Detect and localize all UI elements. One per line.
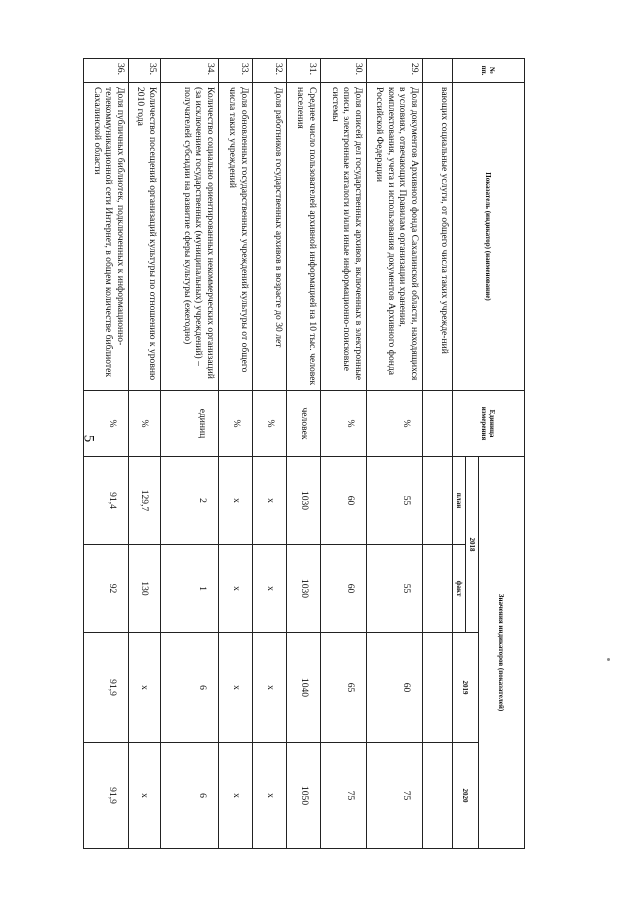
row-unit	[423, 391, 453, 457]
row-number: 36.	[84, 59, 129, 83]
row-plan-2018: 60	[321, 457, 367, 545]
row-value-2020: 1050	[287, 743, 321, 849]
row-unit: %	[367, 391, 423, 457]
table-row	[161, 59, 219, 849]
table-row	[129, 59, 161, 849]
header-year-2018: 2018	[466, 457, 479, 633]
header-year-2019: 2019	[453, 633, 479, 743]
row-unit: единиц	[161, 391, 219, 457]
row-plan-2018: х	[219, 457, 253, 545]
row-fact-2018: 1	[161, 545, 219, 633]
table-row	[287, 59, 321, 849]
row-plan-2018: 1030	[287, 457, 321, 545]
row-unit: %	[321, 391, 367, 457]
row-value-2019: 91,9	[84, 633, 129, 743]
rotated-table-wrapper	[91, 58, 525, 848]
row-plan-2018: 2	[161, 457, 219, 545]
row-value-2019: 1040	[287, 633, 321, 743]
row-fact-2018: 92	[84, 545, 129, 633]
row-value-2019: х	[219, 633, 253, 743]
row-plan-2018: 91,4	[84, 457, 129, 545]
row-value-2020: 91,9	[84, 743, 129, 849]
table-row	[367, 59, 423, 849]
row-value-2020: х	[253, 743, 287, 849]
row-number: 35.	[129, 59, 161, 83]
page-number: 5	[80, 434, 97, 443]
header-values-group: Значения индикаторов (показателей)	[479, 457, 525, 849]
row-fact-2018: 55	[367, 545, 423, 633]
indicator-table-sheet	[91, 58, 525, 848]
row-number: 33.	[219, 59, 253, 83]
row-value-2020: х	[129, 743, 161, 849]
row-value-2019: 6	[161, 633, 219, 743]
header-fact: факт	[453, 545, 466, 633]
header-row-1	[479, 59, 525, 849]
header-name: Показатель (индикатор) (наименование)	[453, 83, 525, 391]
row-indicator-name: Доля документов Архивного фонда Сахалинской области, находящихся в условиях, отвечающих Правилам организации хранения, комплектования, учета и использования документов Архивного фонда Российской Федерации	[367, 83, 423, 391]
row-value-2019: х	[129, 633, 161, 743]
table-row	[253, 59, 287, 849]
row-unit: человек	[287, 391, 321, 457]
row-number	[423, 59, 453, 83]
row-value-2020: 75	[321, 743, 367, 849]
row-number: 30.	[321, 59, 367, 83]
row-plan-2018: 129,7	[129, 457, 161, 545]
header-plan: план	[453, 457, 466, 545]
table-row	[219, 59, 253, 849]
header-unit: Единица измерения	[453, 391, 525, 457]
row-plan-2018	[423, 457, 453, 545]
row-plan-2018: 55	[367, 457, 423, 545]
row-unit: %	[84, 391, 129, 457]
row-indicator-name: Доля описей дел государственных архивов, включенных в электронные описи, электронные каталоги и/или иные информационно-поисковые системы	[321, 83, 367, 391]
row-value-2019	[423, 633, 453, 743]
row-number: 34.	[161, 59, 219, 83]
row-indicator-name: Количество социально ориентированных некоммерческих организаций (за исключением государственных (муниципальных) учреждений) – получателей субсидии на развитие сферы культуры (ежегодно)	[161, 83, 219, 391]
row-unit: %	[129, 391, 161, 457]
row-value-2019: х	[253, 633, 287, 743]
table-row	[423, 59, 453, 849]
scan-speck	[607, 658, 610, 661]
row-number: 29.	[367, 59, 423, 83]
header-num: № пп.	[453, 59, 525, 83]
indicator-table	[83, 58, 525, 849]
row-value-2019: 60	[367, 633, 423, 743]
row-indicator-name: Среднее число пользователей архивной информацией на 10 тыс. человек населения	[287, 83, 321, 391]
header-year-2020: 2020	[453, 743, 479, 849]
row-indicator-name: Количество посещений организаций культуры по отношению к уровню 2010 года	[129, 83, 161, 391]
row-fact-2018: х	[219, 545, 253, 633]
row-number: 32.	[253, 59, 287, 83]
row-value-2019: 65	[321, 633, 367, 743]
row-value-2020	[423, 743, 453, 849]
row-fact-2018: х	[253, 545, 287, 633]
row-value-2020: х	[219, 743, 253, 849]
row-value-2020: 6	[161, 743, 219, 849]
row-indicator-name: Доля публичных библиотек, подключенных к информационно-телекоммуникационной сети Интернет, в общем количестве библиотек Сахалинской области	[84, 83, 129, 391]
row-indicator-name: Доля обновленных государственных учреждений культуры от общего числа таких учреждений	[219, 83, 253, 391]
row-fact-2018: 1030	[287, 545, 321, 633]
row-plan-2018: х	[253, 457, 287, 545]
row-fact-2018	[423, 545, 453, 633]
row-fact-2018: 60	[321, 545, 367, 633]
row-unit: %	[219, 391, 253, 457]
row-number: 31.	[287, 59, 321, 83]
row-value-2020: 75	[367, 743, 423, 849]
table-row	[321, 59, 367, 849]
row-indicator-name: Доля работников государственных архивов в возрасте до 30 лет	[253, 83, 287, 391]
table-row	[84, 59, 129, 849]
row-unit: %	[253, 391, 287, 457]
row-indicator-name: вающих социальные услуги, от общего числа таких учрежде-ний	[423, 83, 453, 391]
row-fact-2018: 130	[129, 545, 161, 633]
